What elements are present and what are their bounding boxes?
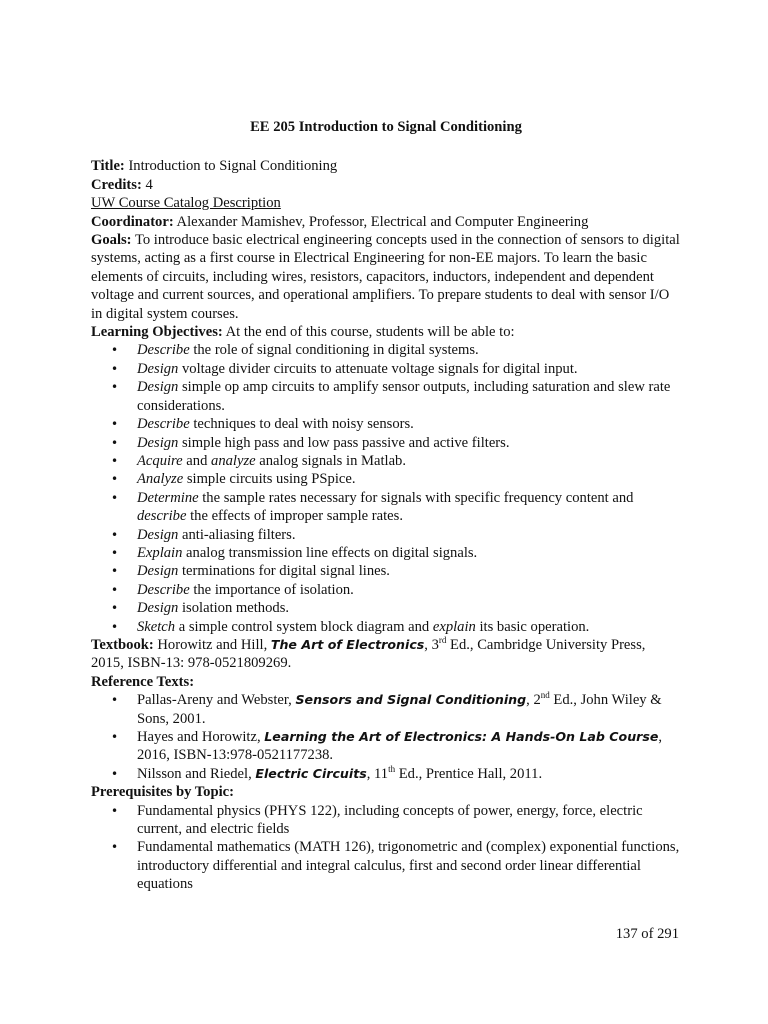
goals-text: To introduce basic electrical engineering concepts used in the connection of sensors to digital systems, acting as a first course in Electrical Engineering for non-EE majors. To learn the basic elements of circuits, including wires, resistors, capacitors, inductors, independent and dependent voltage and current sources, and operational amplifiers. To prepare students to deal with sensor I/O in digital system courses. <box>91 232 680 322</box>
reference-authors: Hayes and Horowitz, <box>137 729 265 745</box>
credits-label: Credits: <box>91 176 142 193</box>
list-item <box>137 378 681 415</box>
credits-value: 4 <box>145 176 153 193</box>
list-item <box>137 452 681 470</box>
coordinator-label: Coordinator: <box>91 213 174 230</box>
objective-text: analog transmission line effects on digital signals. <box>182 544 478 561</box>
list-item <box>137 728 681 765</box>
reference-edition: , 2 <box>526 692 541 709</box>
objective-text: terminations for digital signal lines. <box>178 563 390 580</box>
textbook-authors: Horowitz and Hill, <box>157 636 271 653</box>
reference-title: Electric Circuits <box>255 765 367 781</box>
goals-paragraph <box>91 231 681 323</box>
list-item: • Fundamental mathematics (MATH 126), trigonometric and (complex) exponential functions, introductory differential and integral calculus, first and second order linear differential equations <box>137 838 681 893</box>
objective-verb: Design <box>137 600 179 617</box>
objective-text: simple op amp circuits to amplify sensor outputs, including saturation and slew rate considerations. <box>137 379 671 414</box>
list-item <box>137 360 681 378</box>
textbook-title: The Art of Electronics <box>270 636 425 652</box>
objectives-intro: At the end of this course, students will be able to: <box>225 324 515 341</box>
list-item <box>137 581 681 599</box>
objective-text: isolation methods. <box>178 600 290 617</box>
objectives-line <box>91 323 681 341</box>
reference-title: Sensors and Signal Conditioning <box>295 692 527 708</box>
objectives-list <box>91 341 681 636</box>
objective-text: and <box>182 452 212 469</box>
list-item <box>137 415 681 433</box>
textbook-paragraph <box>91 636 681 673</box>
objective-text: a simple control system block diagram and <box>175 618 433 635</box>
textbook-edition-suffix: rd <box>438 635 447 646</box>
title-label: Title: <box>91 158 125 175</box>
goals-label: Goals: <box>91 232 132 249</box>
objective-verb: Acquire <box>137 452 183 469</box>
list-item <box>137 341 681 359</box>
document-page <box>91 118 681 894</box>
reference-heading <box>91 673 681 691</box>
textbook-edition: , 3 <box>424 636 439 653</box>
objective-verb: Describe <box>137 342 190 359</box>
catalog-description-link[interactable]: UW Course Catalog Description <box>91 195 281 212</box>
objective-verb: Design <box>137 360 179 377</box>
objective-verb: Design <box>137 563 179 580</box>
reference-publisher: Ed., John Wiley & Sons, 2001. <box>137 692 662 727</box>
reference-title: Learning the Art of Electronics: A Hands-On Lab Course <box>264 729 659 744</box>
objective-text: the effects of improper sample rates. <box>186 508 403 525</box>
reference-edition-suffix: th <box>388 763 396 774</box>
page-number: 137 of 291 <box>615 926 679 942</box>
list-item <box>137 434 681 452</box>
prereq-list <box>91 802 681 894</box>
objectives-label: Learning Objectives: <box>91 324 223 341</box>
objective-text: anti-aliasing filters. <box>178 526 296 543</box>
reference-label: Reference Texts: <box>91 673 195 690</box>
list-item <box>137 470 681 488</box>
credits-line <box>91 176 681 194</box>
objective-verb: Determine <box>137 489 199 506</box>
catalog-line <box>91 194 681 212</box>
objective-verb: Design <box>137 379 179 396</box>
objective-verb: describe <box>137 508 187 525</box>
reference-list <box>91 691 681 783</box>
objective-text: simple high pass and low pass passive and active filters. <box>178 434 510 451</box>
objective-text: the role of signal conditioning in digital systems. <box>189 342 479 359</box>
prereq-label: Prerequisites by Topic: <box>91 784 234 801</box>
list-item <box>137 691 681 728</box>
prereq-heading <box>91 783 681 801</box>
objective-verb: Describe <box>137 416 190 433</box>
objective-verb: analyze <box>211 452 256 469</box>
textbook-label: Textbook: <box>91 636 154 653</box>
objective-verb: Sketch <box>137 618 176 635</box>
list-item <box>137 599 681 617</box>
title-value: Introduction to Signal Conditioning <box>128 158 338 175</box>
reference-edition: , 11 <box>366 765 389 782</box>
textbook-publisher: Ed., Cambridge University Press, 2015, ISBN-13: 978-0521809269. <box>91 636 646 672</box>
list-item <box>137 765 681 783</box>
list-item <box>137 618 681 636</box>
reference-edition: , 2016, ISBN-13:978-0521177238. <box>137 729 663 764</box>
reference-authors: Nilsson and Riedel, <box>137 765 256 782</box>
objective-text: the importance of isolation. <box>189 581 354 598</box>
list-item: • Fundamental physics (PHYS 122), including concepts of power, energy, force, electric current, and electric fields <box>137 802 681 839</box>
list-item <box>137 526 681 544</box>
objective-verb: Design <box>137 526 179 543</box>
objective-verb: Design <box>137 434 179 451</box>
page-title: EE 205 Introduction to Signal Conditioning <box>250 119 522 135</box>
objective-text: the sample rates necessary for signals with specific frequency content and <box>198 489 634 506</box>
objective-verb: Analyze <box>137 471 184 488</box>
list-item <box>137 562 681 580</box>
coordinator-value: Alexander Mamishev, Professor, Electrical and Computer Engineering <box>176 213 589 230</box>
objective-text: techniques to deal with noisy sensors. <box>189 416 414 433</box>
list-item <box>137 544 681 562</box>
objective-verb: Explain <box>137 544 183 561</box>
objective-text: voltage divider circuits to attenuate voltage signals for digital input. <box>178 360 578 377</box>
objective-verb: Describe <box>137 581 190 598</box>
reference-edition-suffix: nd <box>540 690 550 701</box>
coordinator-line <box>91 213 681 231</box>
objective-verb: explain <box>432 618 476 635</box>
objective-text: simple circuits using PSpice. <box>183 471 356 488</box>
title-line <box>91 157 681 175</box>
reference-publisher: Ed., Prentice Hall, 2011. <box>395 765 543 782</box>
objective-text: analog signals in Matlab. <box>255 452 406 469</box>
reference-authors: Pallas-Areny and Webster, <box>137 692 296 709</box>
objective-text: its basic operation. <box>475 618 590 635</box>
list-item <box>137 489 681 526</box>
